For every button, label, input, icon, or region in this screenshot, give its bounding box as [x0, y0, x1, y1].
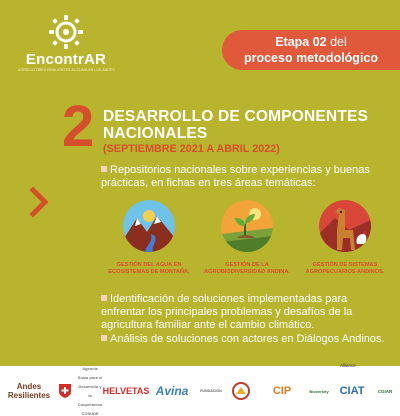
section-title: DESARROLLO DE COMPONENTES NACIONALES	[103, 108, 369, 142]
brand-logo	[18, 14, 114, 73]
bullet-repositories	[101, 164, 391, 190]
chevron-right-icon	[30, 186, 48, 218]
bullet-marker	[101, 295, 107, 301]
bullet-text: Análisis de soluciones con actores en Diálogos Andinos.	[110, 333, 385, 345]
theme-water	[100, 200, 198, 276]
partner-logo-helvetas: HELVETAS	[102, 385, 150, 396]
theme-agricultural-systems	[296, 200, 394, 276]
partner-logo-cosude: Agencia Suiza para el Desarrollo y la Cooperación COSUDE	[77, 366, 103, 416]
stage-pill	[222, 30, 400, 70]
themes-row	[100, 200, 394, 290]
stage-subtitle: proceso metodológico	[243, 51, 379, 65]
theme-label: GESTIÓN DEL AGUA EN ECOSISTEMAS DE MONTAÑA.	[108, 262, 190, 275]
section-dates: (SEPTIEMBRE 2021 A ABRIL 2022)	[103, 143, 280, 155]
brand-name: EncontrAR	[25, 51, 107, 68]
bullet-marker	[101, 166, 107, 172]
partner-logo-andes-resilientes: Andes Resilientes	[7, 382, 51, 400]
partner-logo-cip: CIP	[272, 384, 292, 397]
bullet-text: Identificación de soluciones implementadas para enfrentar los principales problemas y desafíos de la agricultura familiar ante el cambio climático.	[101, 293, 353, 331]
theme-label: GESTIÓN DE LA AGROBIODIVERSIDAD ANDINA.	[204, 262, 290, 275]
brand-tagline: AGRICULTORES RESILIENTES AL CLIMA EN LOS ANDES	[18, 68, 115, 72]
andean-community-icon	[232, 382, 250, 400]
partner-logo-ciat: CIAT	[339, 384, 365, 397]
partner-logo-bioversity: Bioversity	[309, 388, 329, 394]
swiss-shield-icon	[58, 383, 72, 399]
sun-logo-icon	[48, 14, 84, 50]
theme-label: GESTIÓN DE SISTEMAS AGROPECUARIOS ANDINOS.	[305, 262, 385, 275]
partner-logo-avina: Avina	[155, 383, 189, 398]
partner-logo-comunidad-andina	[228, 374, 254, 408]
partner-logo-swiss-confederation	[56, 374, 74, 408]
partner-logo-cgiar: CGIAR	[377, 388, 393, 394]
theme-agrobiodiversity	[198, 200, 296, 276]
bullet-analysis	[101, 333, 391, 346]
llama-icon	[319, 200, 371, 252]
stage-number: Etapa 02	[275, 35, 327, 49]
sprout-icon	[221, 200, 273, 252]
alliance-label: Alliance	[340, 363, 356, 368]
partner-logo-fundacion: FUNDACIÓN	[200, 388, 222, 393]
stage-label	[222, 34, 400, 50]
bullet-text: Repositorios nacionales sobre experiencias y buenas prácticas, en fichas en tres áreas temáticas:	[101, 164, 370, 189]
water-mountain-icon	[123, 200, 175, 252]
bullet-identification	[101, 293, 391, 332]
section-number: 2	[62, 94, 95, 159]
partner-logos-footer	[0, 366, 400, 416]
bullet-marker	[101, 335, 107, 341]
stage-label-suffix: del	[326, 35, 347, 49]
